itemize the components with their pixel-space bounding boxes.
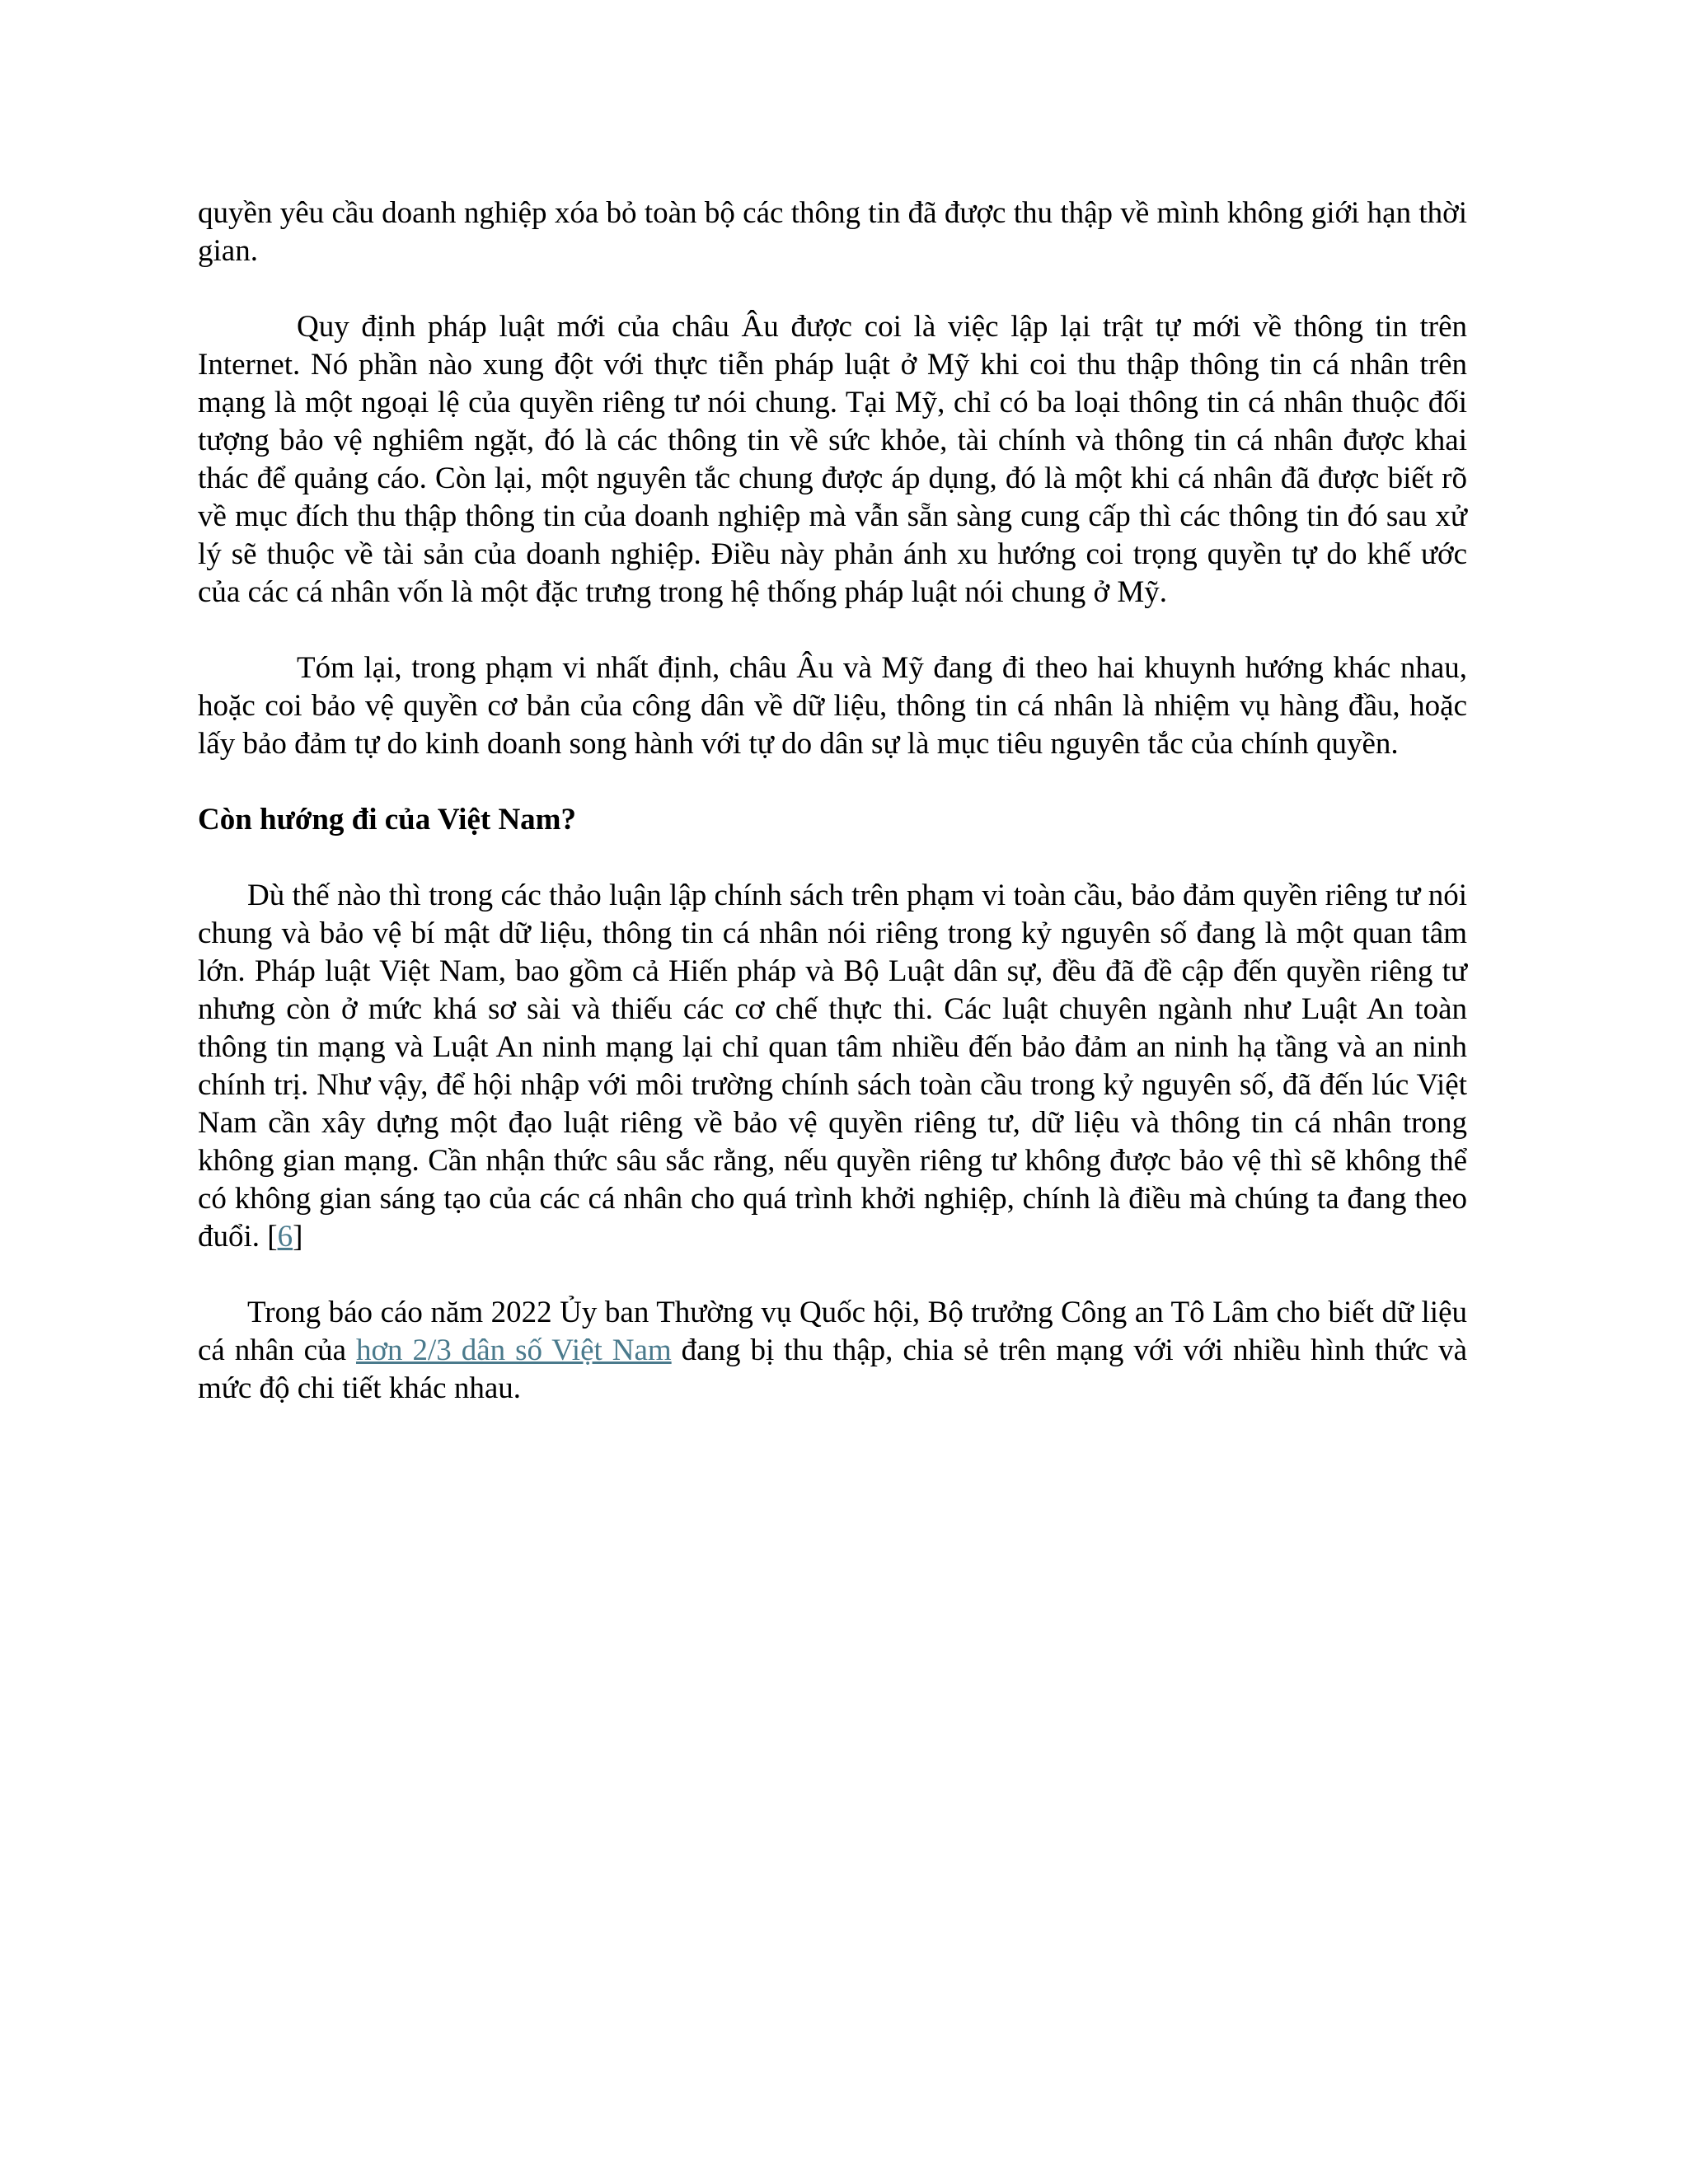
document-page	[198, 194, 1467, 1446]
paragraph-vietnam-text: Dù thế nào thì trong các thảo luận lập chính sách trên phạm vi toàn cầu, bảo đảm quyền riêng tư nói chung và bảo vệ bí mật dữ liệu, thông tin cá nhân nói riêng trong kỷ nguyên số đang là một quan tâm lớn. Pháp luật Việt Nam, bao gồm cả Hiến pháp và Bộ Luật dân sự, đều đã đề cập đến quyền riêng tư nhưng còn ở mức khá sơ sài và thiếu các cơ chế thực thi. Các luật chuyên ngành như Luật An toàn thông tin mạng và Luật An ninh mạng lại chỉ quan tâm nhiều đến bảo đảm an ninh hạ tầng và an ninh chính trị. Như vậy, để hội nhập với môi trường chính sách toàn cầu trong kỷ nguyên số, đã đến lúc Việt Nam cần xây dựng một đạo luật riêng về bảo vệ quyền riêng tư, dữ liệu và thông tin cá nhân trong không gian mạng. Cần nhận thức sâu sắc rằng, nếu quyền riêng tư không được bảo vệ thì sẽ không thể có không gian sáng tạo của các cá nhân cho quá trình khởi nghiệp, chính là điều mà chúng ta đang theo đuổi. [	[198, 879, 1467, 1254]
paragraph-report-text-before: Trong báo cáo năm 2022 Ủy ban Thường vụ Quốc hội, Bộ trưởng Công an Tô Lâm cho biết dữ liệu cá nhân của	[198, 1296, 1467, 1367]
paragraph-eu-regulation: Quy định pháp luật mới của châu Âu được coi là việc lập lại trật tự mới về thông tin trên Internet. Nó phần nào xung đột với thực tiễn pháp luật ở Mỹ khi coi thu thập thông tin cá nhân trên mạng là một ngoại lệ của quyền riêng tư nói chung. Tại Mỹ, chỉ có ba loại thông tin cá nhân thuộc đối tượng bảo vệ nghiêm ngặt, đó là các thông tin về sức khỏe, tài chính và thông tin cá nhân được khai thác để quảng cáo. Còn lại, một nguyên tắc chung được áp dụng, đó là một khi cá nhân đã được biết rõ về mục đích thu thập thông tin của doanh nghiệp mà vẫn sẵn sàng cung cấp thì các thông tin đó sau xử lý sẽ thuộc về tài sản của doanh nghiệp. Điều này phản ánh xu hướng coi trọng quyền tự do khế ước của các cá nhân vốn là một đặc trưng trong hệ thống pháp luật nói chung ở Mỹ.	[198, 310, 1467, 609]
paragraph-continuation: quyền yêu cầu doanh nghiệp xóa bỏ toàn bộ các thông tin đã được thu thập về mình không giới hạn thời gian.	[198, 196, 1467, 268]
paragraph-summary: Tóm lại, trong phạm vi nhất định, châu Âu và Mỹ đang đi theo hai khuynh hướng khác nhau, hoặc coi bảo vệ quyền cơ bản của công dân về dữ liệu, thông tin cá nhân là nhiệm vụ hàng đầu, hoặc lấy bảo đảm tự do kinh doanh song hành với tự do dân sự là mục tiêu nguyên tắc của chính quyền.	[198, 651, 1467, 761]
paragraph-vietnam-direction	[198, 877, 1467, 1256]
paragraph-report-2022	[198, 1294, 1467, 1408]
reference-bracket-close: ]	[293, 1220, 303, 1254]
population-data-link[interactable]: hơn 2/3 dân số Việt Nam	[355, 1333, 672, 1367]
paragraph-report-text-after: đang bị thu thập, chia sẻ trên mạng với với nhiều hình thức và mức độ chi tiết khác nhau.	[198, 1333, 1467, 1405]
section-heading: Còn hướng đi của Việt Nam?	[198, 803, 576, 837]
reference-link-6[interactable]: 6	[277, 1220, 293, 1254]
